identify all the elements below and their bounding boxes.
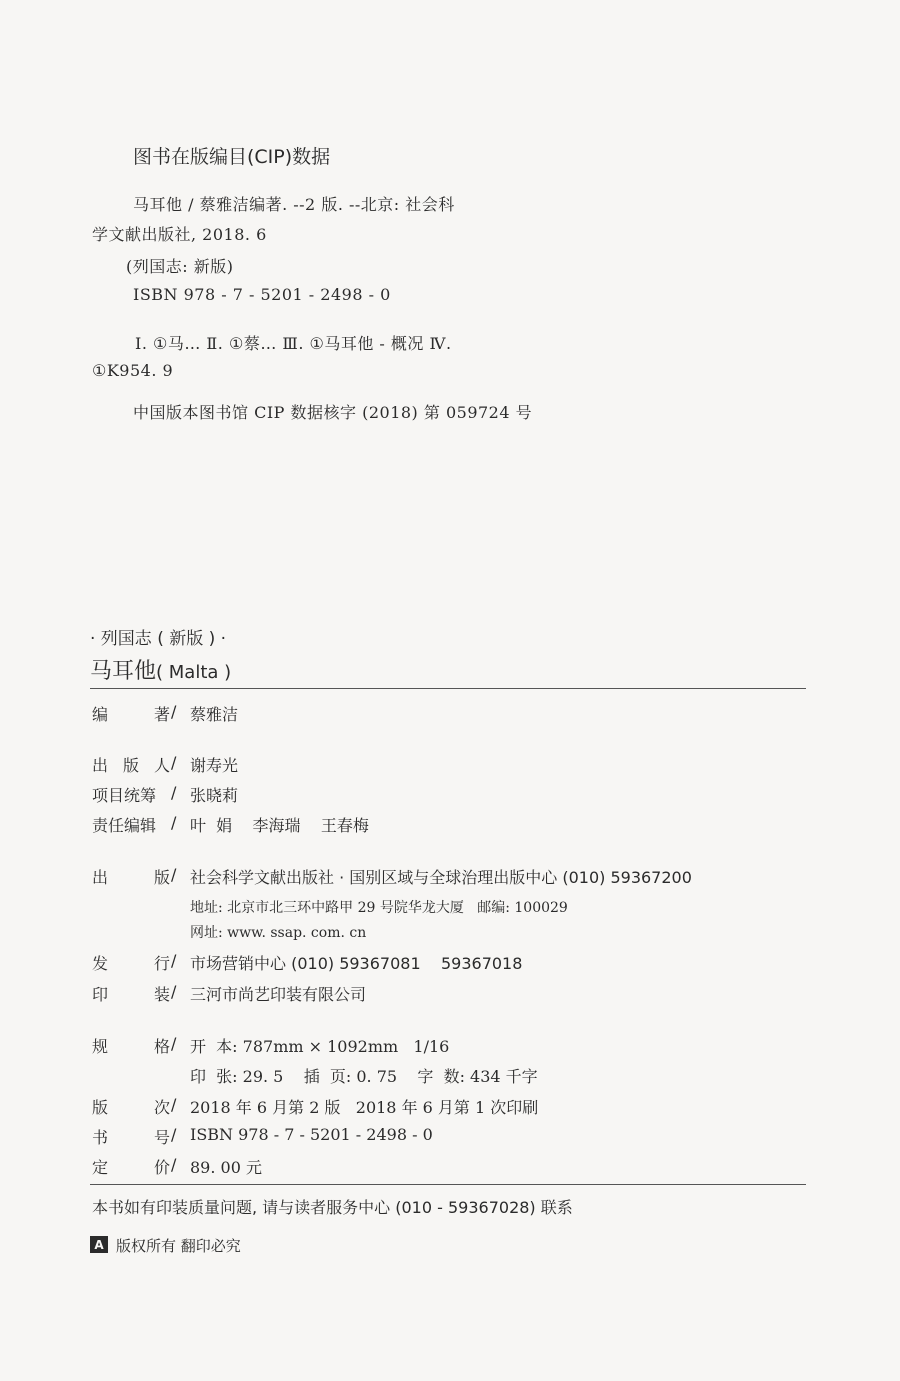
separator: /: [171, 1155, 177, 1174]
editor-label: 编 著: [92, 705, 170, 724]
publisher-address: 地址: 北京市北三环中路甲 29 号院华龙大厦 邮编: 100029: [190, 900, 568, 916]
isbn-value: ISBN 978 - 7 - 5201 - 2498 - 0: [190, 1125, 433, 1144]
separator: /: [171, 982, 177, 1001]
format-label: 规 格: [92, 1037, 170, 1056]
separator: /: [171, 865, 177, 884]
cip-heading: 图书在版编目(CIP)数据: [133, 146, 331, 168]
book-title-en: ( Malta ): [156, 662, 232, 683]
cip-line-2: 学文献出版社, 2018. 6: [92, 225, 267, 244]
distributor-value: 市场营销中心 (010) 59367081 59367018: [190, 954, 523, 973]
printer-value: 三河市尚艺印装有限公司: [190, 985, 367, 1004]
editor-value: 蔡雅洁: [190, 705, 239, 724]
isbn-label: 书 号: [92, 1128, 170, 1147]
print-label: 印 装: [92, 985, 170, 1004]
separator: /: [171, 702, 177, 721]
publisher-person-value: 谢寿光: [190, 756, 239, 775]
responsible-editors-value: 叶 娟 李海瑞 王春梅: [190, 816, 369, 835]
distribute-label: 发 行: [92, 954, 170, 973]
publisher-website: 网址: www. ssap. com. cn: [190, 925, 367, 941]
cip-record-number: 中国版本图书馆 CIP 数据核字 (2018) 第 059724 号: [133, 403, 533, 422]
price-value: 89. 00 元: [190, 1158, 262, 1177]
book-title-cn: 马耳他: [90, 659, 157, 684]
publisher-logo-icon: A: [90, 1236, 108, 1253]
publisher-value: 社会科学文献出版社 · 国别区域与全球治理出版中心 (010) 59367200: [190, 868, 692, 887]
divider-top: [90, 688, 806, 689]
series-name: · 列国志 ( 新版 ) ·: [90, 629, 227, 649]
book-title: [90, 654, 231, 685]
separator: /: [171, 1095, 177, 1114]
cip-isbn-line: ISBN 978 - 7 - 5201 - 2498 - 0: [133, 285, 391, 304]
separator: /: [171, 753, 177, 772]
separator: /: [171, 783, 177, 802]
separator: /: [171, 1034, 177, 1053]
copyright-notice: 版权所有 翻印必究: [116, 1237, 241, 1255]
price-label: 定 价: [92, 1158, 170, 1177]
cip-classification-line: Ⅰ. ①马… Ⅱ. ①蔡… Ⅲ. ①马耳他 - 概况 Ⅳ.: [135, 334, 452, 353]
separator: /: [171, 1125, 177, 1144]
publish-label: 出 版: [92, 868, 170, 887]
sheets-value: 印 张: 29. 5 插 页: 0. 75 字 数: 434 千字: [190, 1067, 538, 1086]
separator: /: [171, 813, 177, 832]
coordinator-label: 项目统筹: [92, 786, 157, 805]
cip-line-1: 马耳他 / 蔡雅洁编著. --2 版. --北京: 社会科: [133, 195, 455, 214]
edition-value: 2018 年 6 月第 2 版 2018 年 6 月第 1 次印刷: [190, 1098, 539, 1117]
cip-line-3: (列国志: 新版): [126, 257, 234, 276]
separator: /: [171, 951, 177, 970]
quality-notice: 本书如有印装质量问题, 请与读者服务中心 (010 - 59367028) 联系: [92, 1198, 573, 1217]
divider-bottom: [90, 1184, 806, 1185]
cip-classification-code: ①K954. 9: [92, 361, 174, 380]
edition-label: 版 次: [92, 1098, 170, 1117]
publisher-person-label: 出 版 人: [92, 756, 170, 775]
coordinator-value: 张晓莉: [190, 786, 239, 805]
format-value: 开 本: 787mm × 1092mm 1/16: [190, 1037, 450, 1056]
responsible-editor-label: 责任编辑: [92, 816, 157, 835]
